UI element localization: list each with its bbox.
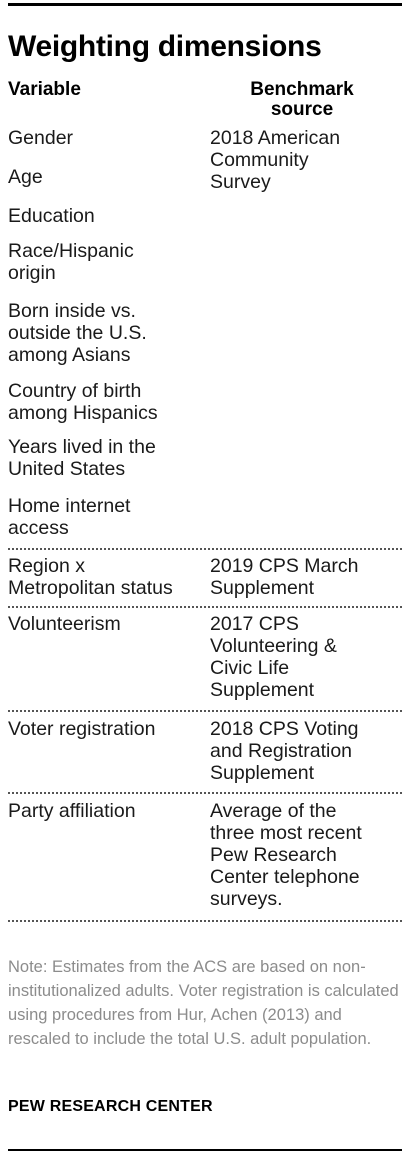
top-rule	[8, 3, 402, 6]
variable-cell: Region x Metropolitan status	[8, 555, 173, 599]
variable-cell: Gender	[8, 127, 74, 149]
variable-cell: Volunteerism	[8, 613, 121, 635]
source-cell: Average of the three most recent Pew Research Center telephone surveys.	[210, 800, 362, 910]
bottom-rule	[8, 1149, 402, 1151]
column-header-variable: Variable	[8, 79, 81, 100]
variable-cell: Born inside vs. outside the U.S. among Asians	[8, 300, 147, 366]
variable-cell: Party affiliation	[8, 800, 136, 822]
source-cell: 2018 CPS Voting and Registration Supplement	[210, 718, 359, 784]
variable-cell: Race/Hispanic origin	[8, 240, 134, 284]
row-divider	[8, 920, 402, 922]
column-header-source: Benchmark source	[250, 79, 354, 120]
row-divider	[8, 792, 402, 794]
variable-cell: Years lived in the United States	[8, 436, 156, 480]
source-cell: 2018 American Community Survey	[210, 127, 341, 193]
footnote: Note: Estimates from the ACS are based on non-institutionalized adults. Voter registration is calculated using procedures from Hur, Achen (2013) and rescaled to include the total U.S. adult population.	[8, 958, 399, 1048]
variable-cell: Education	[8, 205, 95, 227]
variable-cell: Voter registration	[8, 718, 156, 740]
variable-cell: Home internet access	[8, 495, 131, 539]
variable-cell: Country of birth among Hispanics	[8, 380, 158, 424]
variable-cell: Age	[8, 166, 43, 188]
page-title: Weighting dimensions	[8, 30, 322, 63]
source-cell: 2017 CPS Volunteering & Civic Life Supplement	[210, 613, 337, 701]
row-divider	[8, 710, 402, 712]
row-divider	[8, 548, 402, 550]
source-credit: PEW RESEARCH CENTER	[8, 1098, 213, 1115]
source-cell: 2019 CPS March Supplement	[210, 555, 359, 599]
row-divider	[8, 606, 402, 608]
